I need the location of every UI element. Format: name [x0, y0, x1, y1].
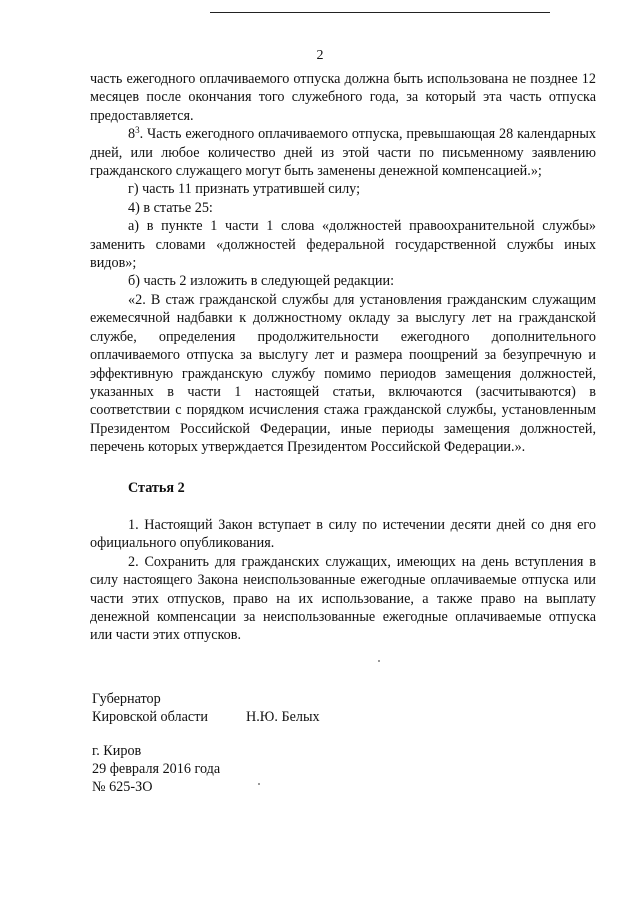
- paragraph-8-3-number: 8: [128, 126, 136, 143]
- article-2-paragraph-1: 1. Настоящий Закон вступает в силу по истечении десяти дней со дня его официального опубликования.: [90, 517, 596, 552]
- article-2-paragraph-2: 2. Сохранить для гражданских служащих, имеющих на день вступления в силу настоящего Закона неиспользованные ежегодные оплачиваемые отпуска или части этих отпусков, право на их использование, а также право на выплату денежной компенсации за неиспользованные ежегодные оплачиваемые отпуска или части этих отпусков.: [90, 553, 596, 644]
- signing-city: г. Киров: [92, 743, 142, 759]
- paragraph-part-2: «2. В стаж гражданской службы для установления гражданским служащим ежемесячной надбавки к должностному окладу за выслугу лет на гражданской службе, определения продолжительности ежегодного дополнительного оплачиваемого отпуска за выслугу лет и размера поощрений за безупречную и эффективную гражданскую службу помимо периодов замещения должностей, указанных в части 1 настоящей статьи, включаются (засчитываются) в соответствии с порядком исчисления стажа гражданской службы, установленным Президентом Российской Федерации, иные периоды замещения должностей, перечень которых утверждается Президентом Российской Федерации.».: [90, 291, 596, 456]
- paragraph-item-4: 4) в статье 25:: [128, 199, 213, 216]
- paragraph-item-a: а) в пункте 1 части 1 слова «должностей правоохранительной службы» заменить словами «должностей федеральной государственной службы иных видов»;: [90, 218, 596, 272]
- scan-speck: [378, 660, 380, 662]
- document-body: [90, 70, 596, 457]
- signatory-title: Губернатор: [92, 691, 161, 707]
- article-2-title: Статья 2: [128, 480, 185, 496]
- page-number: 2: [316, 48, 324, 63]
- paragraph-item-b: б) часть 2 изложить в следующей редакции:: [128, 273, 395, 290]
- paragraph-8-3-superscript: 3: [135, 125, 140, 136]
- paragraph-continuation: часть ежегодного оплачиваемого отпуска должна быть использована не позднее 12 месяцев после окончания того служебного года, за который эта часть отпуска предоставляется.: [90, 71, 596, 124]
- paragraph-8-3: [90, 125, 596, 180]
- signatory-name: Н.Ю. Белых: [246, 709, 320, 725]
- paragraph-8-3-text: . Часть ежегодного оплачиваемого отпуска, превышающая 28 календарных дней, или любое количество дней из этой части по письменному заявлению гражданского служащего могут быть заменены денежной компенсацией.»;: [90, 126, 596, 180]
- top-rule: [210, 12, 550, 13]
- law-number: № 625-ЗО: [92, 779, 153, 795]
- paragraph-item-g: г) часть 11 признать утратившей силу;: [128, 181, 361, 198]
- scan-speck: [258, 783, 260, 785]
- signing-date: 29 февраля 2016 года: [92, 761, 221, 777]
- article-2-body: [90, 516, 596, 645]
- signatory-region: Кировской области: [92, 709, 208, 725]
